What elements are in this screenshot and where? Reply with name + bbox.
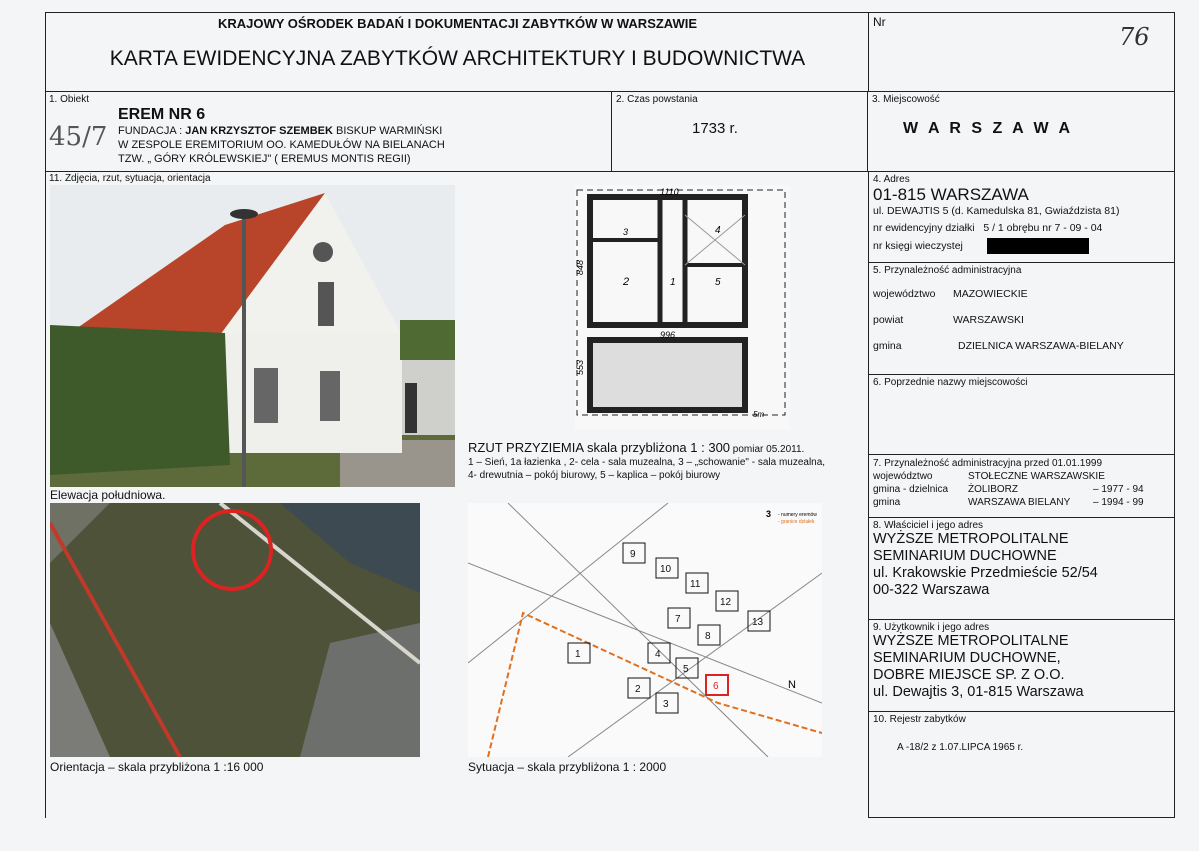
plan-caption: RZUT PRZYZIEMIA skala przybliżona 1 : 300 pomiar 05.2011. 1 – Sień, 1a łazienka , 2- cela - sala muzealna, 3 – „schowanie" - sala muzealna, 4- drewutnia – pokój biurowy, 5 – kaplica – pokój biurowy bbox=[468, 440, 826, 481]
institution-name: KRAJOWY OŚRODEK BADAŃ I DOKUMENTACJI ZABYTKÓW W WARSZAWIE bbox=[217, 16, 698, 31]
situation-plan bbox=[468, 503, 822, 757]
room-4: 4 bbox=[715, 225, 721, 236]
svg-text:12: 12 bbox=[720, 597, 732, 608]
owner-box: 8. Właściciel i jego adres WYŻSZE METROPOLITALNE SEMINARIUM DUCHOWNE ul. Krakowskie Przedmieście 52/54 00-322 Warszawa bbox=[868, 518, 1175, 620]
svg-text:10: 10 bbox=[660, 564, 672, 575]
svg-text:4: 4 bbox=[655, 649, 661, 660]
czas-label: 2. Czas powstania bbox=[616, 94, 698, 105]
nr-box bbox=[868, 12, 1175, 92]
parcel-value: 5 / 1 obrębu nr 7 - 09 - 04 bbox=[983, 222, 1103, 234]
dim-porch: 996 bbox=[660, 330, 676, 340]
user-box: 9. Użytkownik i jego adres WYŻSZE METROPOLITALNE SEMINARIUM DUCHOWNE, DOBRE MIEJSCE SP. Z O.O. ul. Dewajtis 3, 01-815 Warszawa bbox=[868, 620, 1175, 712]
room-3: 3 bbox=[623, 227, 629, 237]
obiekt-box bbox=[45, 92, 612, 172]
parcel-label: nr ewidencyjny działki bbox=[873, 222, 975, 234]
dim-width: 1110 bbox=[660, 187, 679, 197]
admin-label: 5. Przynależność administracyjna bbox=[873, 265, 1022, 276]
czas-box bbox=[612, 92, 868, 172]
photos-label: 11. Zdjęcia, rzut, sytuacja, orientacja bbox=[49, 173, 211, 184]
card-title: KARTA EWIDENCYJNA ZABYTKÓW ARCHITEKTURY I BUDOWNICTWA bbox=[109, 47, 806, 70]
prev-names-box bbox=[868, 375, 1175, 455]
prev-names-label: 6. Poprzednie nazwy miejscowości bbox=[873, 377, 1028, 388]
czas-value: 1733 r. bbox=[692, 120, 738, 137]
redacted-block bbox=[987, 238, 1089, 254]
svg-text:11: 11 bbox=[690, 579, 701, 590]
room-5: 5 bbox=[715, 277, 721, 288]
obiekt-description: FUNDACJA : JAN KRZYSZTOF SZEMBEK BISKUP WARMIŃSKI W ZESPOLE EREMITORIUM OO. KAMEDUŁÓW NA BIELANACH TZW. „ GÓRY KRÓLEWSKIEJ" ( EREMUS MONTIS REGII) bbox=[118, 125, 445, 165]
north-arrow: N bbox=[788, 679, 796, 691]
svg-text:9: 9 bbox=[630, 549, 636, 560]
handwritten-number: 45/7 bbox=[49, 122, 108, 152]
svg-text:2: 2 bbox=[635, 684, 641, 695]
svg-text:3: 3 bbox=[663, 699, 669, 710]
miejscowosc-box bbox=[868, 92, 1175, 172]
floor-plan bbox=[575, 185, 790, 430]
svg-text:1: 1 bbox=[575, 649, 581, 660]
kw-label: nr księgi wieczystej bbox=[873, 240, 963, 252]
obiekt-label: 1. Obiekt bbox=[49, 94, 90, 105]
nr-handwritten: 76 bbox=[1119, 23, 1150, 51]
admin-box: 5. Przynależność administracyjna województwo MAZOWIECKIE powiat WARSZAWSKI gmina DZIELNICA WARSZAWA-BIELANY bbox=[868, 263, 1175, 375]
svg-text:- numery eremów: - numery eremów bbox=[778, 512, 817, 518]
nr-label: Nr bbox=[873, 15, 886, 29]
dim-depth: 848 bbox=[575, 259, 585, 275]
obiekt-name: EREM NR 6 bbox=[118, 106, 206, 123]
svg-text:6: 6 bbox=[713, 681, 719, 692]
adres-city: 01-815 WARSZAWA bbox=[873, 185, 1029, 204]
miejscowosc-label: 3. Miejscowość bbox=[872, 94, 940, 105]
header-box bbox=[45, 12, 868, 92]
svg-text:5: 5 bbox=[683, 664, 689, 675]
room-2: 2 bbox=[623, 276, 630, 288]
adres-label: 4. Adres bbox=[873, 174, 910, 185]
miejscowosc-value: W A R S Z A W A bbox=[903, 120, 1074, 137]
adres-street: ul. DEWAJTIS 5 (d. Kamedulska 81, Gwiaździsta 81) bbox=[873, 205, 1120, 217]
scale-bar: 5m bbox=[753, 410, 765, 419]
aerial-map bbox=[50, 503, 420, 757]
adres-box bbox=[868, 172, 1175, 263]
house-photo bbox=[50, 185, 455, 487]
svg-text:13: 13 bbox=[752, 617, 764, 628]
room-1: 1 bbox=[670, 277, 676, 288]
admin-old-box: 7. Przynależność administracyjna przed 01.01.1999 województwo STOŁECZNE WARSZAWSKIE gmina - dzielnica ŻOLIBORZ – 1977 - 94 gmina WARSZAWA BIELANY – 1994 - 99 bbox=[868, 455, 1175, 518]
photo-caption: Elewacja południowa. bbox=[50, 488, 166, 502]
situ-caption: Sytuacja – skala przybliżona 1 : 2000 bbox=[468, 760, 667, 774]
svg-text:- granice działek: - granice działek bbox=[778, 519, 815, 525]
register-value: A -18/2 z 1.07.LIPCA 1965 r. bbox=[897, 742, 1024, 753]
dim-porch-depth: 553 bbox=[575, 359, 585, 375]
orient-caption: Orientacja – skala przybliżona 1 :16 000 bbox=[50, 760, 264, 774]
svg-text:3: 3 bbox=[766, 509, 772, 519]
svg-text:8: 8 bbox=[705, 631, 711, 642]
register-box: 10. Rejestr zabytków A -18/2 z 1.07.LIPCA 1965 r. bbox=[868, 712, 1175, 818]
svg-text:7: 7 bbox=[675, 614, 681, 625]
